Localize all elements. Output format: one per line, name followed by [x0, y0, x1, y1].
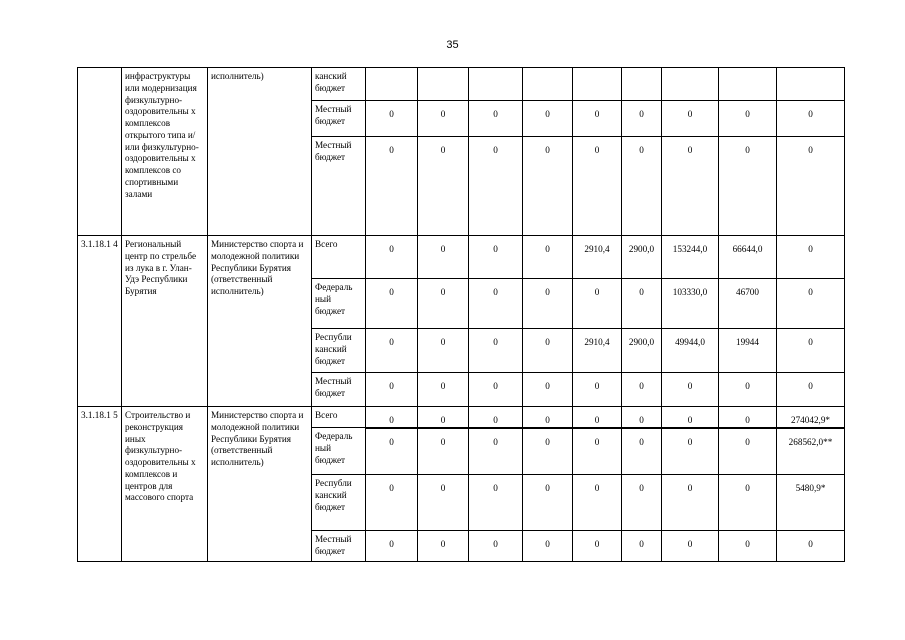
value-cell: 49944,0	[662, 329, 719, 373]
value-cell: 0	[418, 428, 469, 475]
value-cell: 0	[469, 407, 523, 428]
value-cell: 0	[573, 428, 622, 475]
value-cell: 0	[719, 475, 777, 531]
value-cell: 0	[777, 236, 845, 279]
section-executor-cell: исполнитель)	[208, 68, 312, 236]
value-cell: 0	[523, 407, 573, 428]
value-cell: 0	[662, 137, 719, 236]
value-cell: 0	[662, 373, 719, 407]
value-cell: 2910,4	[573, 329, 622, 373]
value-cell: 0	[523, 329, 573, 373]
value-cell: 0	[418, 137, 469, 236]
value-cell: 0	[662, 428, 719, 475]
table-row	[78, 407, 845, 428]
value-cell: 0	[469, 475, 523, 531]
value-cell	[719, 68, 777, 101]
value-cell: 0	[418, 329, 469, 373]
value-cell: 0	[573, 137, 622, 236]
value-cell: 274042,9*	[777, 407, 845, 428]
value-cell: 0	[469, 279, 523, 329]
page-number: 35	[446, 39, 459, 51]
value-cell: 0	[622, 428, 662, 475]
value-cell	[418, 68, 469, 101]
section-code-cell	[78, 68, 122, 236]
value-cell: 0	[719, 137, 777, 236]
funding-source-cell: Местный бюджет	[312, 531, 366, 562]
funding-source-cell: Всего	[312, 236, 366, 279]
value-cell: 0	[469, 428, 523, 475]
section-executor-cell: Министерство спорта и молодежной политики Республики Бурятия (ответственный исполнитель)	[208, 236, 312, 407]
value-cell: 0	[573, 279, 622, 329]
value-cell: 0	[573, 373, 622, 407]
funding-source-cell: Федераль ный бюджет	[312, 279, 366, 329]
value-cell: 0	[777, 101, 845, 137]
value-cell: 153244,0	[662, 236, 719, 279]
value-cell: 0	[523, 373, 573, 407]
value-cell: 0	[662, 475, 719, 531]
value-cell: 0	[418, 407, 469, 428]
value-cell: 0	[523, 137, 573, 236]
value-cell: 0	[366, 279, 418, 329]
value-cell: 0	[777, 373, 845, 407]
section-name-cell: Строительство и реконструкция иных физкультурно-оздоровительны х комплексов и центров для массового спорта	[122, 407, 208, 562]
value-cell: 0	[622, 531, 662, 562]
funding-source-cell: Местный бюджет	[312, 101, 366, 137]
funding-source-cell: Республи канский бюджет	[312, 475, 366, 531]
value-cell: 0	[622, 137, 662, 236]
value-cell: 0	[573, 475, 622, 531]
table-row	[78, 236, 845, 279]
value-cell: 103330,0	[662, 279, 719, 329]
value-cell: 0	[469, 329, 523, 373]
value-cell: 0	[662, 531, 719, 562]
value-cell: 66644,0	[719, 236, 777, 279]
value-cell: 0	[523, 279, 573, 329]
value-cell: 0	[418, 101, 469, 137]
value-cell: 0	[418, 236, 469, 279]
section-executor-cell: Министерство спорта и молодежной политики Республики Бурятия (ответственный исполнитель)	[208, 407, 312, 562]
value-cell	[469, 68, 523, 101]
value-cell: 0	[662, 101, 719, 137]
value-cell: 2900,0	[622, 236, 662, 279]
value-cell: 0	[523, 236, 573, 279]
value-cell: 2910,4	[573, 236, 622, 279]
value-cell: 19944	[719, 329, 777, 373]
value-cell: 2900,0	[622, 329, 662, 373]
value-cell: 0	[523, 531, 573, 562]
funding-source-cell: Местный бюджет	[312, 373, 366, 407]
funding-source-cell: Местный бюджет	[312, 137, 366, 236]
value-cell: 0	[366, 407, 418, 428]
value-cell: 0	[622, 279, 662, 329]
value-cell: 0	[719, 428, 777, 475]
section-name-cell: инфраструктуры или модернизация физкультурно-оздоровительны х комплексов открытого типа и/или физкультурно-оздоровительны х комплексов со спортивными залами	[122, 68, 208, 236]
value-cell: 0	[366, 329, 418, 373]
value-cell: 0	[777, 329, 845, 373]
value-cell: 0	[622, 475, 662, 531]
value-cell: 0	[719, 373, 777, 407]
value-cell: 0	[622, 407, 662, 428]
value-cell: 0	[469, 373, 523, 407]
funding-source-cell: Республи канский бюджет	[312, 329, 366, 373]
value-cell: 0	[573, 407, 622, 428]
value-cell: 0	[573, 531, 622, 562]
value-cell: 0	[777, 279, 845, 329]
funding-source-cell: Федераль ный бюджет	[312, 428, 366, 475]
value-cell: 0	[523, 475, 573, 531]
value-cell	[662, 68, 719, 101]
section-code-cell: 3.1.18.1 5	[78, 407, 122, 562]
value-cell: 0	[469, 531, 523, 562]
section-code-cell: 3.1.18.1 4	[78, 236, 122, 407]
value-cell: 0	[366, 101, 418, 137]
value-cell: 0	[622, 101, 662, 137]
value-cell	[622, 68, 662, 101]
value-cell: 0	[523, 101, 573, 137]
value-cell	[523, 68, 573, 101]
value-cell: 5480,9*	[777, 475, 845, 531]
value-cell: 0	[366, 475, 418, 531]
value-cell: 0	[366, 531, 418, 562]
value-cell: 0	[719, 407, 777, 428]
value-cell: 0	[777, 531, 845, 562]
value-cell: 0	[573, 101, 622, 137]
value-cell	[573, 68, 622, 101]
value-cell: 0	[366, 373, 418, 407]
value-cell: 0	[366, 428, 418, 475]
value-cell: 0	[418, 475, 469, 531]
value-cell: 0	[366, 236, 418, 279]
value-cell: 268562,0**	[777, 428, 845, 475]
budget-table	[77, 67, 845, 562]
value-cell	[777, 68, 845, 101]
funding-source-cell: Всего	[312, 407, 366, 428]
value-cell: 0	[662, 407, 719, 428]
value-cell: 0	[469, 101, 523, 137]
value-cell: 0	[719, 101, 777, 137]
table-row	[78, 68, 845, 101]
value-cell: 0	[418, 373, 469, 407]
value-cell: 0	[719, 531, 777, 562]
value-cell: 0	[469, 137, 523, 236]
value-cell: 0	[777, 137, 845, 236]
funding-source-cell: канский бюджет	[312, 68, 366, 101]
value-cell: 0	[366, 137, 418, 236]
section-name-cell: Региональный центр по стрельбе из лука в г. Улан-Удэ Республики Бурятия	[122, 236, 208, 407]
value-cell: 0	[418, 279, 469, 329]
value-cell: 0	[523, 428, 573, 475]
value-cell: 0	[622, 373, 662, 407]
value-cell: 0	[469, 236, 523, 279]
value-cell: 46700	[719, 279, 777, 329]
value-cell: 0	[418, 531, 469, 562]
value-cell	[366, 68, 418, 101]
